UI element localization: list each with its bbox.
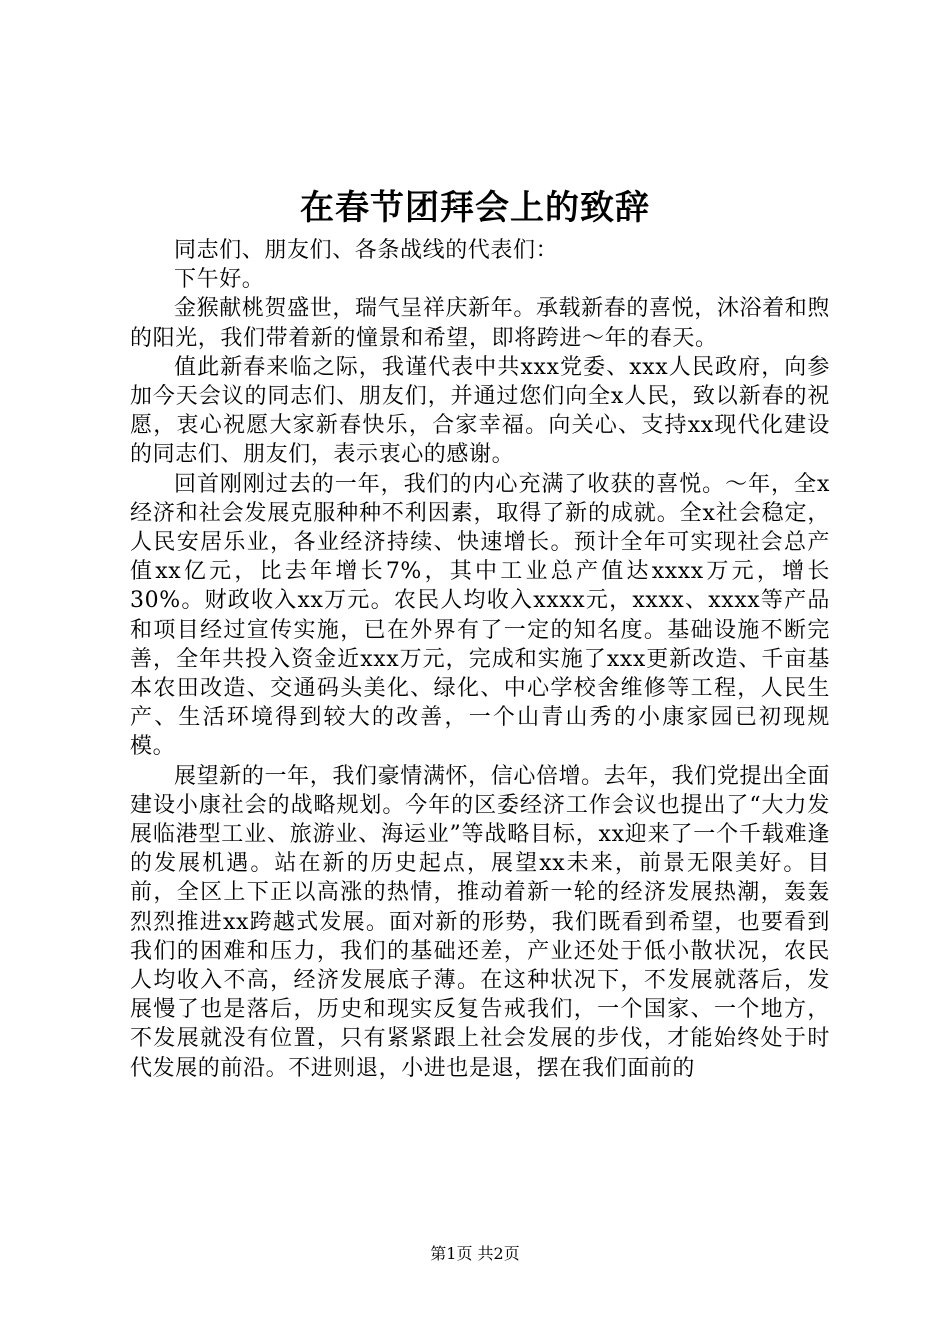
document-title: 在春节团拜会上的致辞 — [300, 188, 650, 228]
document-body — [130, 236, 830, 1083]
paragraph-outlook: 展望新的一年，我们豪情满怀，信心倍增。去年，我们党提出全面建设小康社会的战略规划。今年的区委经济工作会议也提出了“大力发展临港型工业、旅游业、海运业”等战略目标，xx迎来了一个千载难逢的发展机遇。站在新的历史起点，展望xx未来，前景无限美好。目前，全区上下正以高涨的热情，推动着新一轮的经济发展热潮，轰轰烈烈推进xx跨越式发展。面对新的形势，我们既看到希望，也要看到我们的困难和压力，我们的基础还差，产业还处于低小散状况，农民人均收入不高，经济发展底子薄。在这种状况下，不发展就落后，发展慢了也是落后，历史和现实反复告戒我们，一个国家、一个地方，不发展就没有位置，只有紧紧跟上社会发展的步伐，才能始终处于时代发展的前沿。不进则退，小进也是退，摆在我们面前的 — [130, 763, 830, 1081]
paragraph-opening: 金猴献桃贺盛世，瑞气呈祥庆新年。承载新春的喜悦，沐浴着和煦的阳光，我们带着新的憧景和希望，即将跨进～年的春天。 — [130, 296, 830, 351]
paragraph-year-review: 回首刚刚过去的一年，我们的内心充满了收获的喜悦。～年，全x经济和社会发展克服种种不利因素，取得了新的成就。全x社会稳定，人民安居乐业，各业经济持续、快速增长。预计全年可实现社会总产值xx亿元，比去年增长7%，其中工业总产值达xxxx万元，增长30%。财政收入xx万元。农民人均收入xxxx元，xxxx、xxxx等产品和项目经过宣传实施，已在外界有了一定的知名度。基础设施不断完善，全年共投入资金近xxx万元，完成和实施了xxx更新改造、千亩基本农田改造、交通码头美化、绿化、中心学校舍维修等工程，人民生产、生活环境得到较大的改善，一个山青山秀的小康家园已初现规模。 — [130, 471, 830, 760]
paragraph-good-afternoon: 下午好。 — [174, 267, 265, 293]
paragraph-new-year-wishes: 值此新春来临之际，我谨代表中共xxx党委、xxx人民政府，向参加今天会议的同志们、朋友们，并通过您们向全x人民，致以新春的祝愿，衷心祝愿大家新春快乐，合家幸福。向关心、支持xx现代化建设的同志们、朋友们，表示衷心的感谢。 — [130, 354, 830, 468]
paragraph-greeting: 同志们、朋友们、各条战线的代表们： — [174, 238, 559, 263]
page-footer: 第1页 共2页 — [430, 1244, 520, 1263]
